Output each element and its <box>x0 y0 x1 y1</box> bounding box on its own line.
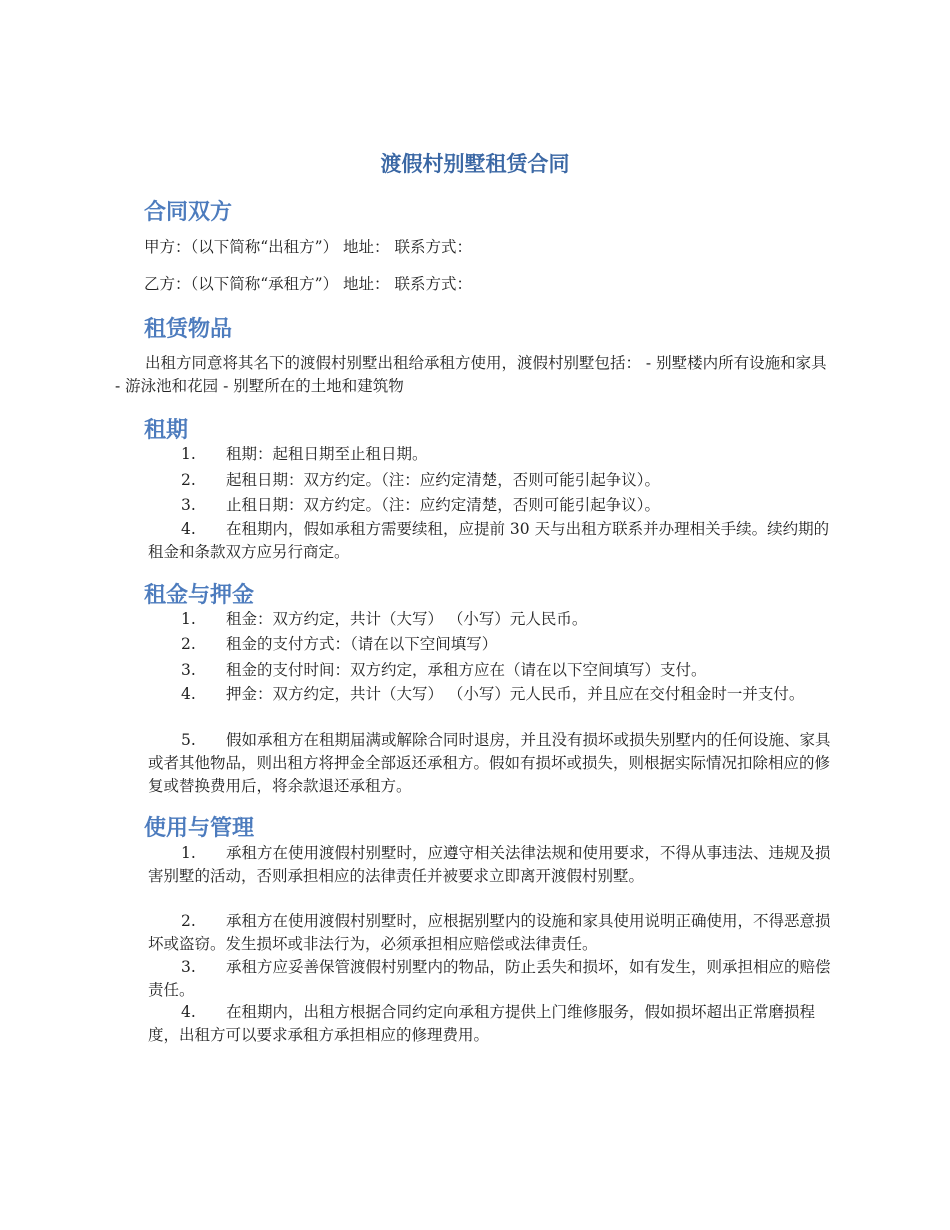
list-text: 租金的支付时间：双方约定，承租方应在（请在以下空间填写）支付。 <box>226 661 707 679</box>
list-item <box>148 659 840 682</box>
list-text: 租金：双方约定，共计（大写） （小写）元人民币。 <box>226 610 588 628</box>
list-number: 2. <box>181 471 196 489</box>
list-text: 承租方在使用渡假村别墅时，应遵守相关法律法规和使用要求，不得从事违法、违规及损害别墅的活动，否则承担相应的法律责任并被要求立即离开渡假村别墅。 <box>148 844 831 885</box>
list-text: 承租方在使用渡假村别墅时，应根据别墅内的设施和家具使用说明正确使用，不得恶意损坏或盗窃。发生损坏或非法行为，必须承担相应赔偿或法律责任。 <box>148 912 831 953</box>
list-item <box>148 608 840 631</box>
list-text: 承租方应妥善保管渡假村别墅内的物品，防止丢失和损坏，如有发生，则承担相应的赔偿责任。 <box>148 958 831 999</box>
party-b-line: 乙方：（以下简称“承租方”） 地址： 联系方式： <box>144 275 472 293</box>
list-item <box>148 842 840 888</box>
list-item <box>148 729 840 798</box>
list-item <box>148 469 840 492</box>
list-item <box>148 956 840 1002</box>
list-item <box>148 443 840 466</box>
list-item <box>148 1001 840 1047</box>
list-item <box>148 518 840 564</box>
list-item <box>148 633 840 656</box>
list-number: 3. <box>181 496 196 514</box>
list-number: 4. <box>181 1003 196 1021</box>
list-text: 假如承租方在租期届满或解除合同时退房，并且没有损坏或损失别墅内的任何设施、家具或者其他物品，则出租方将押金全部返还承租方。假如有损坏或损失，则根据实际情况扣除相应的修复或替换费用后，将余款退还承租方。 <box>148 731 831 795</box>
list-number: 4. <box>181 685 196 703</box>
list-text: 租金的支付方式：（请在以下空间填写） <box>226 635 498 653</box>
list-number: 1. <box>181 445 196 463</box>
heading-rent: 租金与押金 <box>144 583 255 608</box>
list-number: 3. <box>181 958 196 976</box>
party-a-line: 甲方：（以下简称“出租方”） 地址： 联系方式： <box>144 238 472 256</box>
list-number: 1. <box>181 844 196 862</box>
heading-parties: 合同双方 <box>144 200 233 225</box>
list-text: 在租期内，出租方根据合同约定向承租方提供上门维修服务，假如损坏超出正常磨损程度，出租方可以要求承租方承担相应的修理费用。 <box>148 1003 816 1044</box>
list-item <box>148 910 840 956</box>
list-number: 2. <box>181 912 196 930</box>
list-number: 5. <box>181 731 196 749</box>
heading-property: 租赁物品 <box>144 317 233 342</box>
heading-use: 使用与管理 <box>144 816 255 841</box>
list-number: 3. <box>181 661 196 679</box>
list-text: 押金：双方约定，共计（大写） （小写）元人民币，并且应在交付租金时一并支付。 <box>226 685 805 703</box>
list-item <box>148 494 840 517</box>
list-item <box>148 683 840 706</box>
list-text: 起租日期：双方约定。（注：应约定清楚，否则可能引起争议）。 <box>226 471 661 489</box>
list-text: 止租日期：双方约定。（注：应约定清楚，否则可能引起争议）。 <box>226 496 661 514</box>
list-number: 2. <box>181 635 196 653</box>
property-paragraph: 出租方同意将其名下的渡假村别墅出租给承租方使用，渡假村别墅包括： - 别墅楼内所有设施和家具 - 游泳池和花园 - 别墅所在的土地和建筑物 <box>115 354 827 395</box>
heading-term: 租期 <box>144 418 189 443</box>
document-title: 渡假村别墅租赁合同 <box>380 152 570 176</box>
list-number: 1. <box>181 610 196 628</box>
list-number: 4. <box>181 520 196 538</box>
list-text: 在租期内，假如承租方需要续租，应提前 30 天与出租方联系并办理相关手续。续约期的租金和条款双方应另行商定。 <box>148 520 830 561</box>
list-text: 租期：起租日期至止租日期。 <box>226 445 428 463</box>
